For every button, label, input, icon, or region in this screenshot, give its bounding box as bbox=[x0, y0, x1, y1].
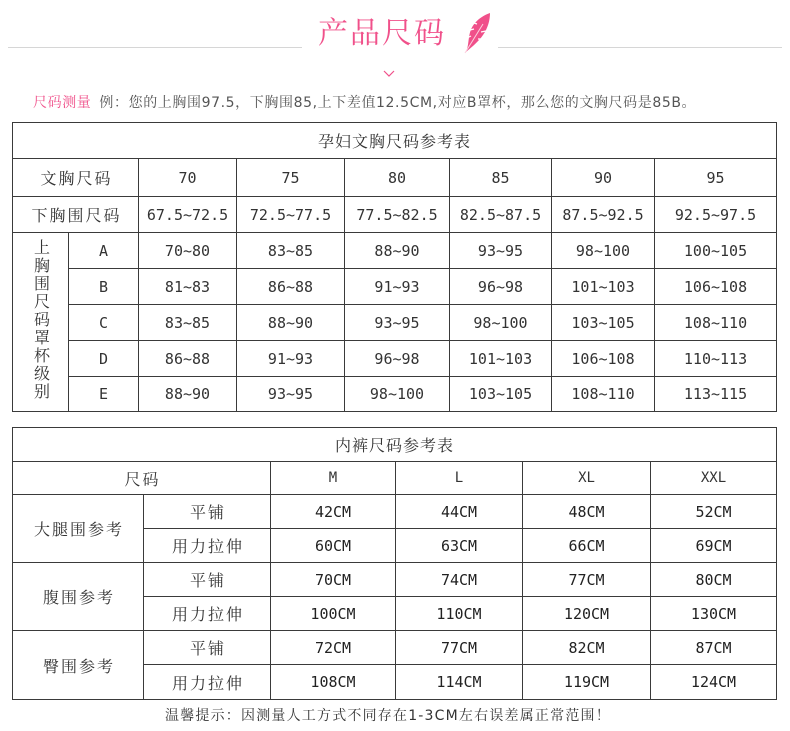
cup-row bbox=[13, 341, 777, 377]
measure-cell: 120CM bbox=[523, 597, 651, 631]
table-title-row bbox=[13, 123, 777, 159]
measure-cell: 72CM bbox=[271, 631, 396, 665]
cup-group-label: 上胸围尺码罩杯级别 bbox=[31, 239, 51, 401]
cup-letter: E bbox=[69, 377, 139, 412]
cup-letter: C bbox=[69, 305, 139, 341]
cup-row bbox=[13, 269, 777, 305]
feather-icon bbox=[461, 12, 493, 54]
bust-range-cell: 100~105 bbox=[655, 233, 777, 269]
bra-size-cell: 80 bbox=[345, 159, 450, 197]
bra-size-cell: 70 bbox=[139, 159, 237, 197]
header-divider-right bbox=[498, 47, 782, 48]
bust-range-cell: 81~83 bbox=[139, 269, 237, 305]
measure-cell: 48CM bbox=[523, 495, 651, 529]
measure-cell: 114CM bbox=[396, 665, 523, 700]
panty-table-title: 内裤尺码参考表 bbox=[13, 428, 777, 462]
underbust-cell: 77.5~82.5 bbox=[345, 197, 450, 233]
bust-range-cell: 106~108 bbox=[655, 269, 777, 305]
table-row bbox=[13, 631, 777, 665]
underbust-label: 下胸围尺码 bbox=[13, 197, 139, 233]
bust-range-cell: 98~100 bbox=[345, 377, 450, 412]
bust-range-cell: 101~103 bbox=[450, 341, 552, 377]
underbust-row bbox=[13, 197, 777, 233]
bust-range-cell: 106~108 bbox=[552, 341, 655, 377]
hip-group-label: 臀围参考 bbox=[13, 631, 144, 700]
table-title-row bbox=[13, 428, 777, 462]
thigh-group-label: 大腿围参考 bbox=[13, 495, 144, 563]
measure-cell: 52CM bbox=[651, 495, 777, 529]
underbust-cell: 92.5~97.5 bbox=[655, 197, 777, 233]
cup-row bbox=[13, 377, 777, 412]
waist-group-label: 腹围参考 bbox=[13, 563, 144, 631]
bust-range-cell: 91~93 bbox=[237, 341, 345, 377]
panty-size-header-row bbox=[13, 462, 777, 495]
bra-size-cell: 75 bbox=[237, 159, 345, 197]
chevron-down-icon bbox=[383, 62, 395, 69]
bust-range-cell: 88~90 bbox=[345, 233, 450, 269]
bust-range-cell: 101~103 bbox=[552, 269, 655, 305]
measure-cell: 44CM bbox=[396, 495, 523, 529]
bust-range-cell: 103~105 bbox=[552, 305, 655, 341]
measure-cell: 63CM bbox=[396, 529, 523, 563]
underbust-cell: 82.5~87.5 bbox=[450, 197, 552, 233]
measure-cell: 70CM bbox=[271, 563, 396, 597]
panty-size-cell: M bbox=[271, 462, 396, 495]
measure-cell: 77CM bbox=[396, 631, 523, 665]
header-divider-left bbox=[8, 47, 302, 48]
measure-cell: 77CM bbox=[523, 563, 651, 597]
footer-note: 温馨提示：因测量人工方式不同存在1-3CM左右误差属正常范围！ bbox=[165, 708, 611, 724]
panty-size-cell: XL bbox=[523, 462, 651, 495]
cup-row bbox=[13, 233, 777, 269]
measure-cell: 100CM bbox=[271, 597, 396, 631]
cup-row bbox=[13, 305, 777, 341]
measure-cell: 69CM bbox=[651, 529, 777, 563]
measure-cell: 130CM bbox=[651, 597, 777, 631]
bust-range-cell: 96~98 bbox=[345, 341, 450, 377]
bust-range-cell: 88~90 bbox=[237, 305, 345, 341]
page-title: 产品尺码 bbox=[318, 16, 446, 51]
bust-range-cell: 108~110 bbox=[655, 305, 777, 341]
measure-mode-label: 平铺 bbox=[144, 631, 271, 665]
table-row bbox=[13, 563, 777, 597]
cup-letter: B bbox=[69, 269, 139, 305]
measure-cell: 82CM bbox=[523, 631, 651, 665]
bust-range-cell: 91~93 bbox=[345, 269, 450, 305]
measure-cell: 60CM bbox=[271, 529, 396, 563]
measure-cell: 74CM bbox=[396, 563, 523, 597]
measure-mode-label: 平铺 bbox=[144, 563, 271, 597]
bust-range-cell: 93~95 bbox=[237, 377, 345, 412]
bust-range-cell: 83~85 bbox=[139, 305, 237, 341]
bust-range-cell: 86~88 bbox=[139, 341, 237, 377]
cup-letter: D bbox=[69, 341, 139, 377]
panty-size-cell: L bbox=[396, 462, 523, 495]
measure-cell: 87CM bbox=[651, 631, 777, 665]
measure-mode-label: 用力拉伸 bbox=[144, 597, 271, 631]
cup-letter: A bbox=[69, 233, 139, 269]
bust-range-cell: 103~105 bbox=[450, 377, 552, 412]
table-row bbox=[13, 495, 777, 529]
bra-size-table bbox=[12, 122, 777, 412]
measure-note-label: 尺码测量 bbox=[33, 95, 92, 111]
panty-size-table bbox=[12, 427, 777, 700]
bust-range-cell: 98~100 bbox=[450, 305, 552, 341]
underbust-cell: 72.5~77.5 bbox=[237, 197, 345, 233]
measure-cell: 119CM bbox=[523, 665, 651, 700]
bra-size-row bbox=[13, 159, 777, 197]
measure-cell: 42CM bbox=[271, 495, 396, 529]
bra-size-label: 文胸尺码 bbox=[13, 159, 139, 197]
underbust-cell: 87.5~92.5 bbox=[552, 197, 655, 233]
bust-range-cell: 70~80 bbox=[139, 233, 237, 269]
measure-cell: 110CM bbox=[396, 597, 523, 631]
bra-table-title: 孕妇文胸尺码参考表 bbox=[13, 123, 777, 159]
bust-range-cell: 86~88 bbox=[237, 269, 345, 305]
underbust-cell: 67.5~72.5 bbox=[139, 197, 237, 233]
measure-cell: 108CM bbox=[271, 665, 396, 700]
measure-mode-label: 用力拉伸 bbox=[144, 665, 271, 700]
measure-mode-label: 用力拉伸 bbox=[144, 529, 271, 563]
bust-range-cell: 93~95 bbox=[345, 305, 450, 341]
cup-group-label-cell bbox=[13, 233, 69, 412]
panty-size-cell: XXL bbox=[651, 462, 777, 495]
measure-cell: 124CM bbox=[651, 665, 777, 700]
measure-cell: 80CM bbox=[651, 563, 777, 597]
bust-range-cell: 93~95 bbox=[450, 233, 552, 269]
bra-size-cell: 95 bbox=[655, 159, 777, 197]
bra-size-cell: 90 bbox=[552, 159, 655, 197]
panty-size-label: 尺码 bbox=[13, 462, 271, 495]
bust-range-cell: 83~85 bbox=[237, 233, 345, 269]
bra-size-cell: 85 bbox=[450, 159, 552, 197]
bust-range-cell: 98~100 bbox=[552, 233, 655, 269]
bust-range-cell: 88~90 bbox=[139, 377, 237, 412]
measure-note-text: 例：您的上胸围97.5，下胸围85,上下差值12.5CM,对应B罩杯，那么您的文胸尺码是85B。 bbox=[99, 95, 697, 111]
bust-range-cell: 96~98 bbox=[450, 269, 552, 305]
bust-range-cell: 108~110 bbox=[552, 377, 655, 412]
measure-note bbox=[33, 93, 696, 113]
bust-range-cell: 110~113 bbox=[655, 341, 777, 377]
bust-range-cell: 113~115 bbox=[655, 377, 777, 412]
measure-cell: 66CM bbox=[523, 529, 651, 563]
measure-mode-label: 平铺 bbox=[144, 495, 271, 529]
